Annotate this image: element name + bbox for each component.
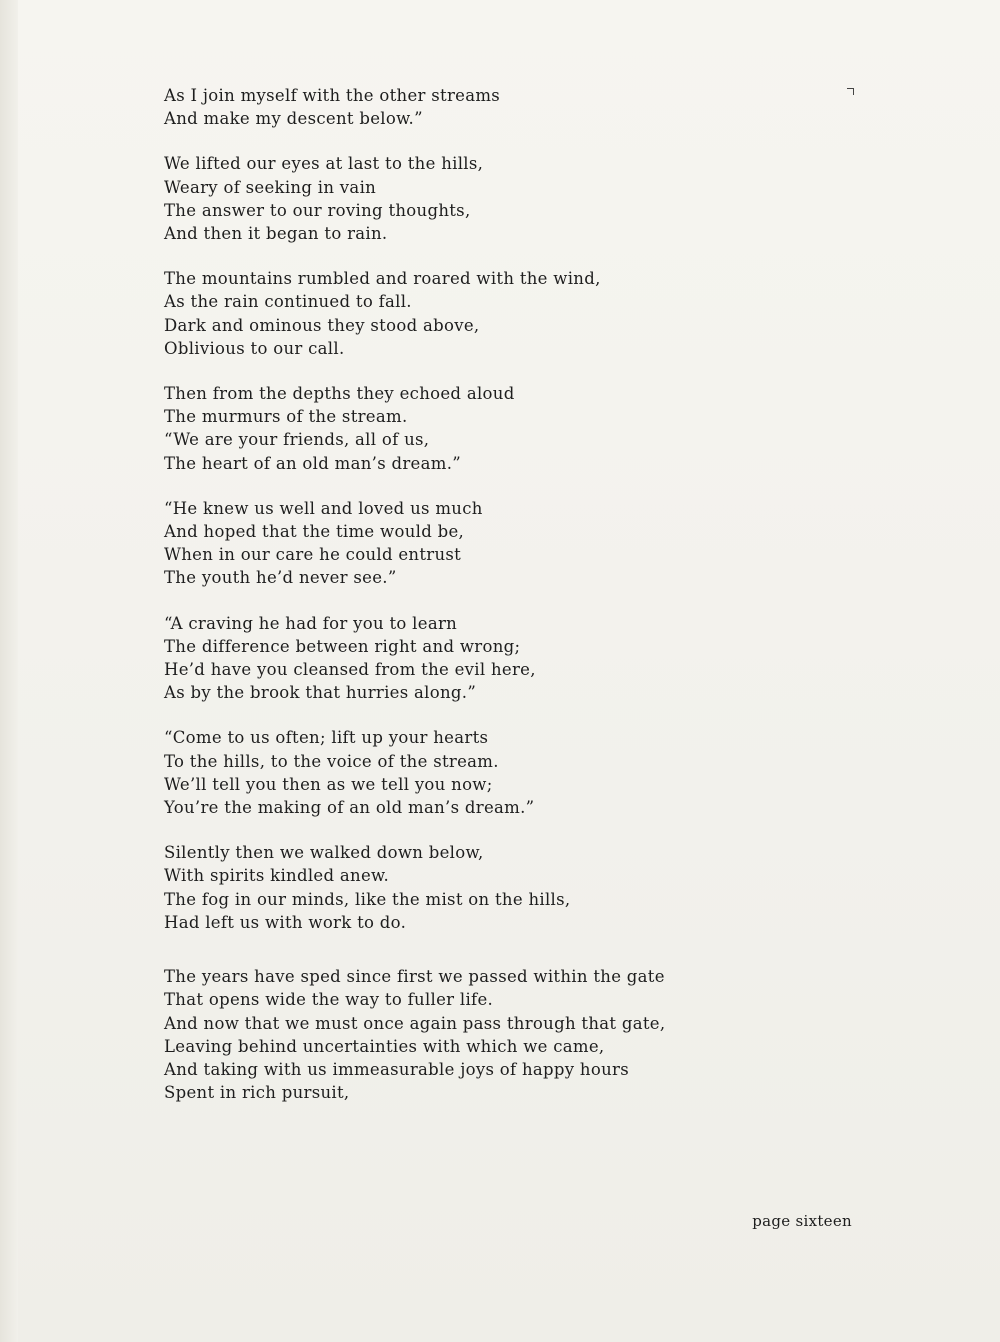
poem-line: We’ll tell you then as we tell you now; (164, 774, 493, 794)
poem-line: “He knew us well and loved us much (164, 498, 483, 518)
poem-line: The years have sped since first we passed within the gate (164, 967, 665, 987)
poem-line: And now that we must once again pass through that gate, (164, 1013, 666, 1033)
poem-line: That opens wide the way to fuller life. (164, 990, 494, 1010)
poem-line: We lifted our eyes at last to the hills, (164, 154, 484, 174)
poem-line: Leaving behind uncertainties with which we came, (164, 1036, 605, 1056)
poem-line: The fog in our minds, like the mist on the hills, (164, 889, 571, 909)
poem-line: As I join myself with the other streams (164, 86, 501, 105)
poem-line: And make my descent below.” (164, 109, 423, 129)
poem-line: The mountains rumbled and roared with the wind, (164, 269, 601, 289)
stanza (164, 267, 864, 360)
poem-line: And then it began to rain. (164, 224, 388, 244)
poem-line: When in our care he could entrust (164, 545, 462, 565)
stanza (164, 84, 864, 130)
page-number: page sixteen (752, 1212, 852, 1230)
poem-line: Had left us with work to do. (164, 912, 407, 932)
page-binding-edge (0, 0, 18, 1342)
poem-line: With spirits kindled anew. (164, 866, 390, 886)
poem-line: Then from the depths they echoed aloud (164, 384, 515, 404)
stanza (164, 497, 864, 590)
stanza (164, 965, 864, 1104)
poem-line: The difference between right and wrong; (164, 636, 521, 656)
poem-line: The murmurs of the stream. (164, 407, 408, 427)
poem-line: Weary of seeking in vain (164, 177, 377, 197)
poem-line: “We are your friends, all of us, (164, 430, 430, 450)
stanza (164, 726, 864, 819)
poem-line: Dark and ominous they stood above, (164, 315, 480, 335)
stanza (164, 612, 864, 705)
poem-line: As by the brook that hurries along.” (164, 683, 477, 703)
poem-line: Silently then we walked down below, (164, 843, 484, 863)
poem-line: As the rain continued to fall. (164, 292, 412, 312)
poem-line: “A craving he had for you to learn (164, 613, 458, 633)
poem-body (164, 84, 864, 1126)
poem-line: The youth he’d never see.” (164, 568, 397, 588)
stanza (164, 382, 864, 475)
poem-line: And hoped that the time would be, (164, 522, 465, 542)
stanza (164, 841, 864, 934)
poem-line: He’d have you cleansed from the evil here, (164, 660, 536, 680)
poem-line: Oblivious to our call. (164, 338, 345, 358)
stanza (164, 152, 864, 245)
poem-line: “Come to us often; lift up your hearts (164, 728, 489, 748)
poem-line: You’re the making of an old man’s dream.” (164, 798, 535, 818)
poem-line: The answer to our roving thoughts, (164, 200, 471, 220)
poem-line: Spent in rich pursuit, (164, 1083, 350, 1103)
poem-line: To the hills, to the voice of the stream. (164, 751, 499, 771)
poem-line: The heart of an old man’s dream.” (164, 453, 461, 473)
poem-line: And taking with us immeasurable joys of happy hours (164, 1059, 629, 1079)
